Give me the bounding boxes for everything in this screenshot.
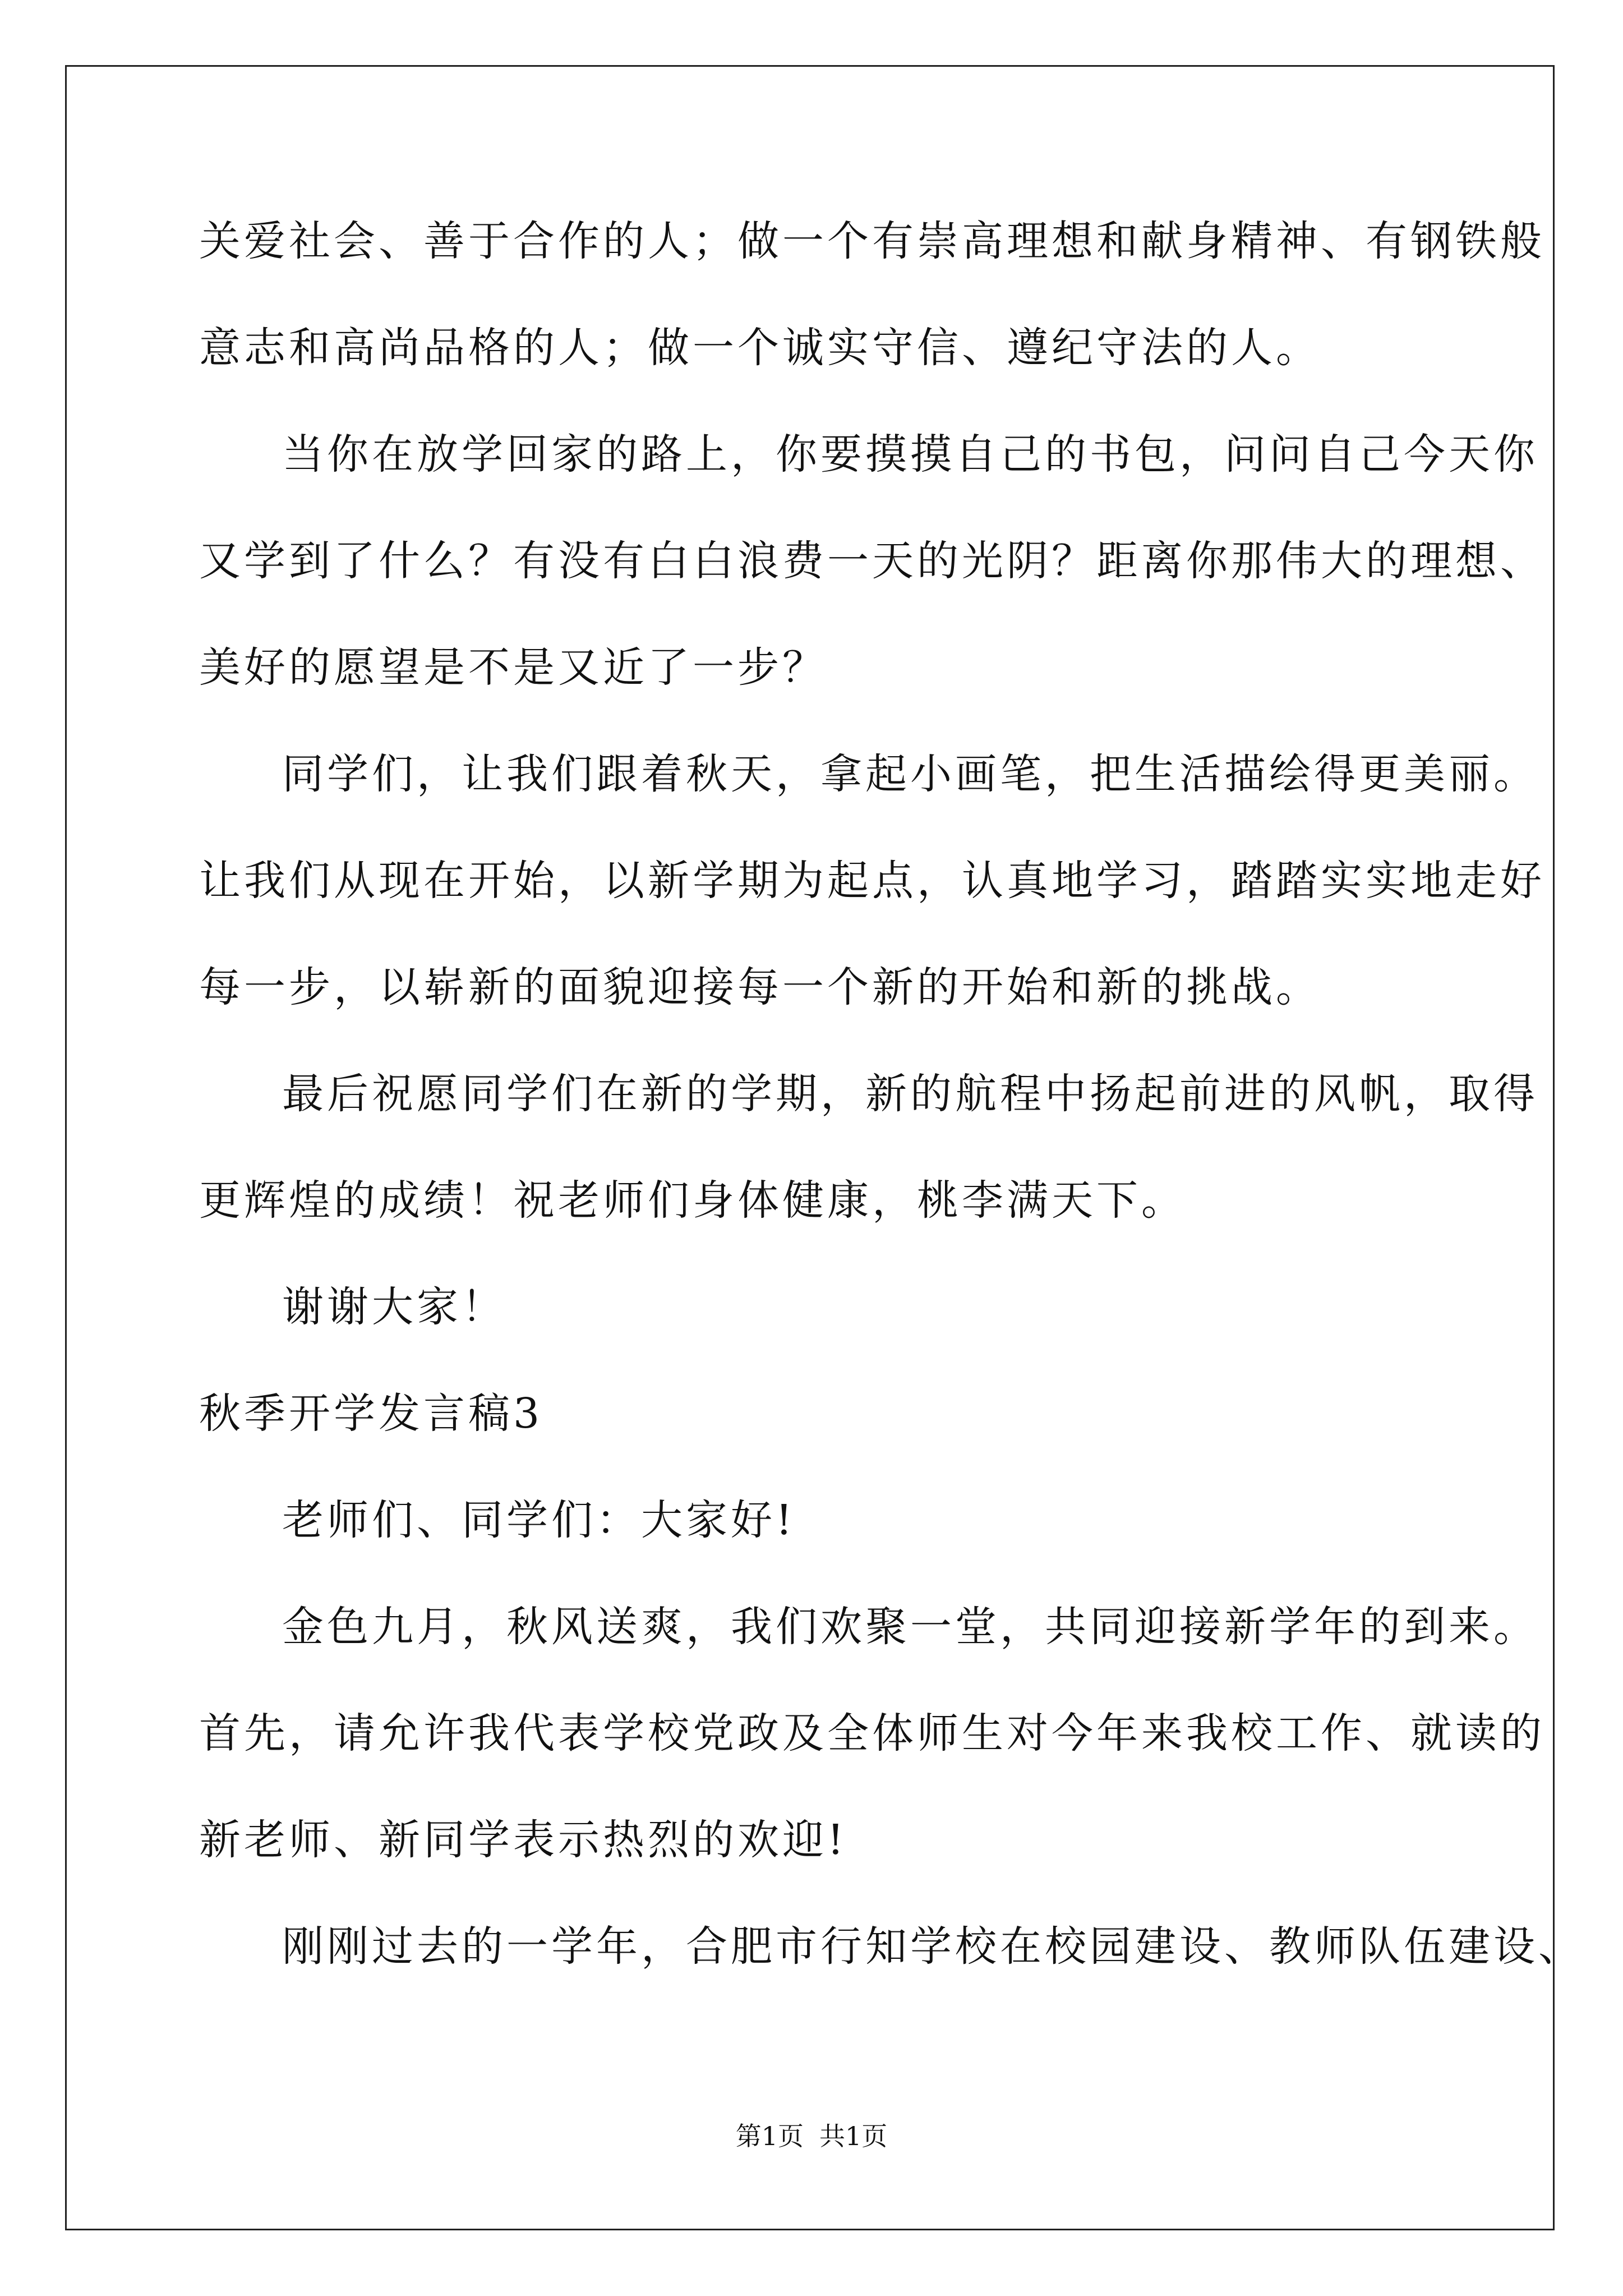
text-line: 新老师、新同学表示热烈的欢迎! — [199, 1816, 847, 1864]
text-line: 老师们、同学们：大家好! — [282, 1496, 796, 1544]
section-heading: 秋季开学发言稿3 — [199, 1389, 543, 1438]
text-line: 金色九月，秋风送爽，我们欢聚一堂，共同迎接新学年的到来。 — [282, 1603, 1538, 1651]
text-line: 刚刚过去的一学年，合肥市行知学校在校园建设、教师队伍建设、 — [282, 1922, 1583, 1971]
text-line: 关爱社会、善于合作的人；做一个有崇高理想和献身精神、有钢铁般 — [199, 217, 1545, 265]
text-line: 每一步，以崭新的面貌迎接每一个新的开始和新的挑战。 — [199, 963, 1321, 1011]
text-line: 更辉煌的成绩！祝老师们身体健康，桃李满天下。 — [199, 1176, 1186, 1225]
text-line: 首先，请允许我代表学校党政及全体师生对今年来我校工作、就读的 — [199, 1709, 1545, 1757]
text-line: 同学们，让我们跟着秋天，拿起小画笔，把生活描绘得更美丽。 — [282, 750, 1538, 798]
text-line: 让我们从现在开始，以新学期为起点，认真地学习，踏踏实实地走好 — [199, 857, 1545, 905]
page-footer — [0, 2119, 1623, 2153]
text-line: 意志和高尚品格的人；做一个诚实守信、遵纪守法的人。 — [199, 324, 1321, 372]
text-line: 谢谢大家！ — [282, 1283, 506, 1331]
text-line: 又学到了什么？有没有白白浪费一天的光阴？距离你那伟大的理想、 — [199, 537, 1545, 585]
page-number: 第1页 — [735, 2121, 804, 2151]
page-total: 共1页 — [819, 2121, 888, 2151]
text-line: 美好的愿望是不是又近了一步？ — [199, 643, 827, 692]
text-line: 最后祝愿同学们在新的学期，新的航程中扬起前进的风帆，取得 — [282, 1070, 1538, 1118]
page-border — [65, 65, 1555, 2230]
text-line: 当你在放学回家的路上，你要摸摸自己的书包，问问自己今天你 — [282, 430, 1538, 478]
